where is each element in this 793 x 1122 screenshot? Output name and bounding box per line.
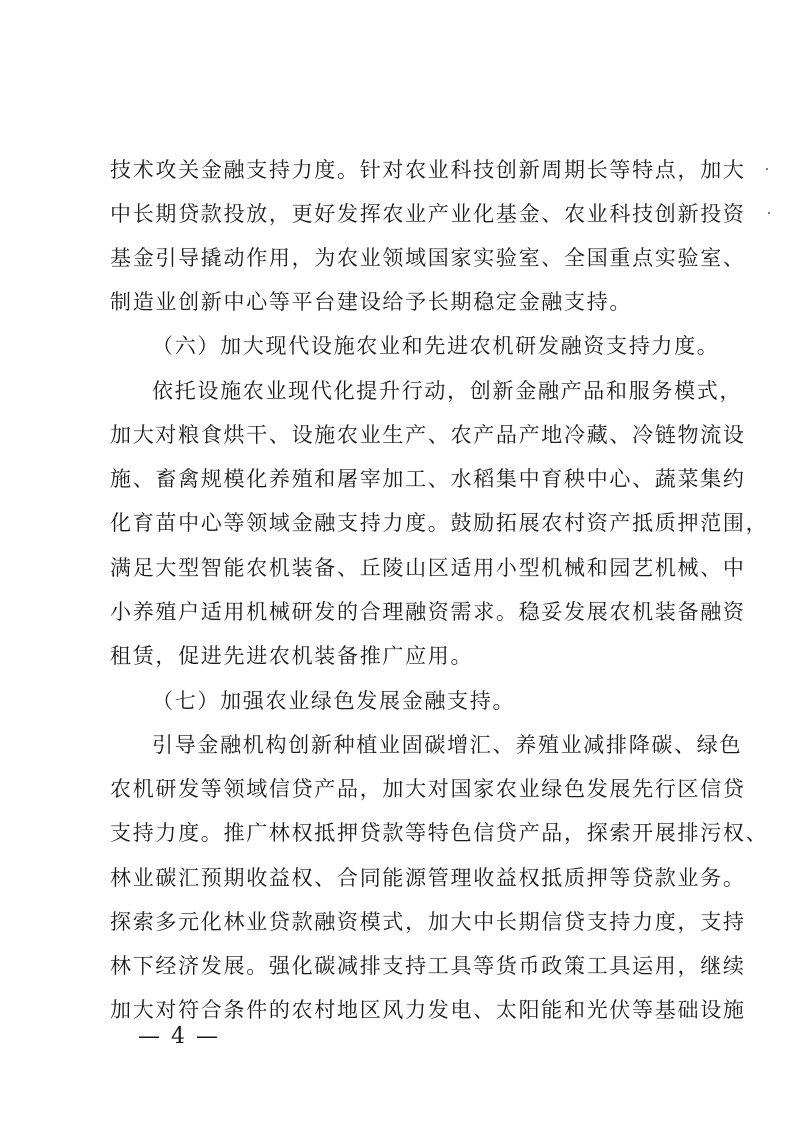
text-line-9: 化育苗中心等领域金融支持力度。鼓励拓展农村资产抵质押范围， [110,511,769,535]
text-line-18: 探索多元化林业贷款融资模式，加大中长期信贷支持力度，支持 [110,910,746,934]
text-line-11: 小养殖户适用机械研发的合理融资需求。稳妥发展农机装备融资 [110,600,746,624]
text-line-2: 中长期贷款投放，更好发挥农业产业化基金、农业科技创新投资 [110,202,746,226]
text-line-15: 农机研发等领域信贷产品，加大对国家农业绿色发展先行区信贷 [110,777,746,801]
text-line-4: 制造业创新中心等平台建设给予长期稳定金融支持。 [110,290,633,314]
section-heading-6: （六）加大现代设施农业和先进农机研发融资支持力度。 [152,334,720,358]
scan-speck [766,168,768,170]
text-line-16: 支持力度。推广林权抵押贷款等特色信贷产品，探索开展排污权、 [110,821,769,845]
text-line-1: 技术攻关金融支持力度。针对农业科技创新周期长等特点，加大 [110,158,746,182]
section-heading-7: （七）加强农业绿色发展金融支持。 [152,689,516,713]
text-line-10: 满足大型智能农机装备、丘陵山区适用小型机械和园艺机械、中 [110,556,746,580]
scan-speck [768,212,770,214]
text-line-8: 施、畜禽规模化养殖和屠宰加工、水稻集中育秧中心、蔬菜集约 [110,467,746,491]
text-line-3: 基金引导撬动作用，为农业领域国家实验室、全国重点实验室、 [110,246,746,270]
text-line-7: 加大对粮食烘干、设施农业生产、农产品产地冷藏、冷链物流设 [110,423,746,447]
text-line-19: 林下经济发展。强化碳减排支持工具等货币政策工具运用，继续 [110,954,746,978]
text-line-14: 引导金融机构创新种植业固碳增汇、养殖业减排降碳、绿色 [152,733,743,757]
text-line-17: 林业碳汇预期收益权、合同能源管理收益权抵质押等贷款业务。 [110,866,746,890]
page-number: — 4 — [138,1024,220,1049]
text-line-12: 租赁，促进先进农机装备推广应用。 [110,644,474,668]
text-line-20: 加大对符合条件的农村地区风力发电、太阳能和光伏等基础设施 [110,998,746,1022]
text-line-6: 依托设施农业现代化提升行动，创新金融产品和服务模式， [152,379,743,403]
